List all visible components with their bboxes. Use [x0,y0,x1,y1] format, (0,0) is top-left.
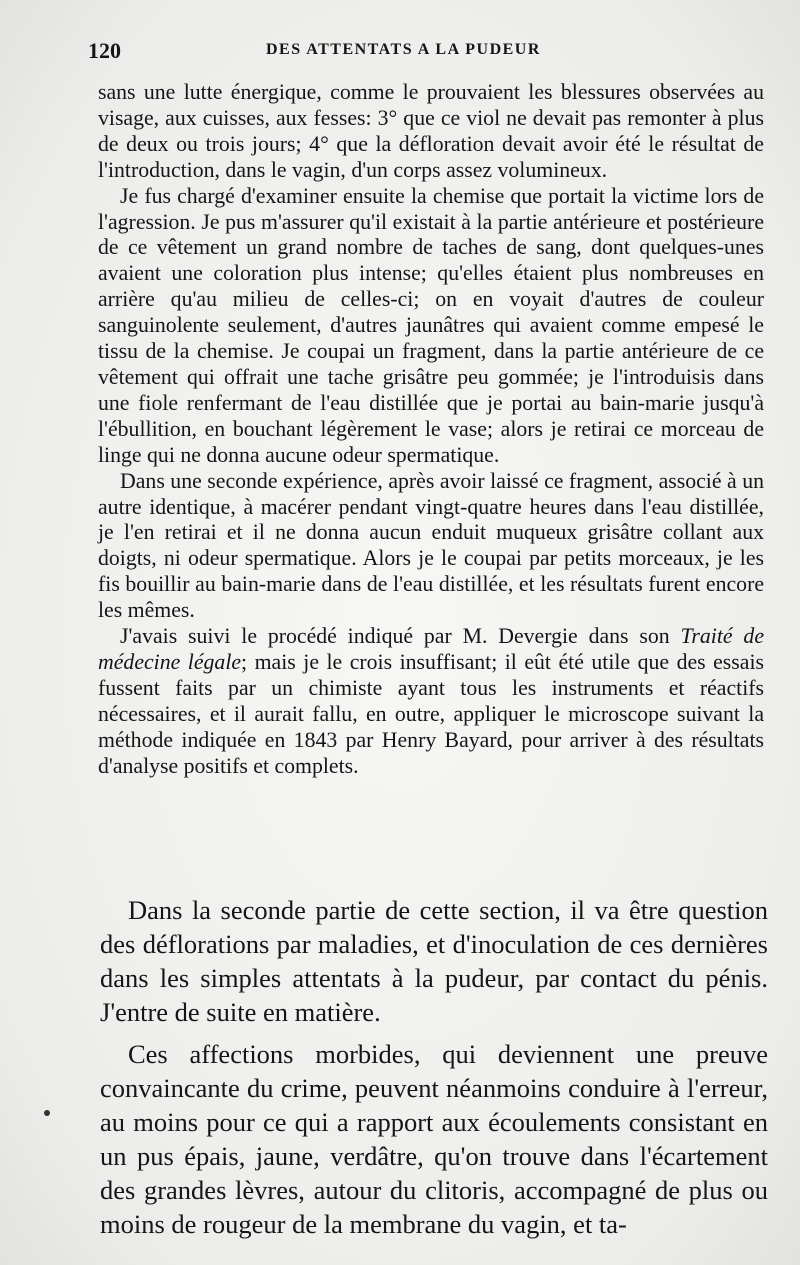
large-print-section [100,893,768,1241]
paragraph-second-experiment: Dans une seconde expérience, après avoir laissé ce fragment, associé à un autre identique, à macérer pendant vingt-quatre heures dans l'eau distillée, je l'en retirai et il ne donna aucun enduit muqueux grisâtre collant aux doigts, ni odeur spermatique. Alors je le coupai par petits morceaux, je les fis bouillir au bain-marie dans de l'eau distillée, et les résultats furent encore les mêmes. [98,468,764,623]
paragraph-devergie-start: J'avais suivi le procédé indiqué par M. Devergie dans son [120,624,681,649]
book-title-italic: Traité de médecine légale [98,624,765,674]
paragraph-chemise-examination: Je fus chargé d'examiner ensuite la chemise que portait la victime lors de l'agression. Je pus m'assurer qu'il existait à la partie antérieure et postérieure de ce vêtement un grand nombre de taches de sang, dont quelques-unes avaient une coloration plus intense; qu'elles étaient plus nombreuses en arrière qu'au milieu de celles-ci; on en voyait d'autres de couleur sanguinolente seulement, d'autres jaunâtres qui avaient comme empesé le tissu de la chemise. Je coupai un fragment, dans la partie antérieure de ce vêtement qui offrait une tache grisâtre peu gommée; je l'introduisis dans une fiole renfermant de l'eau distillée que je portai au bain-marie jusqu'à l'ébullition, en bouchant légèrement le vase; alors je retirai ce morceau de linge qui ne donna aucune odeur spermatique. [98,183,764,467]
paragraph-morbid-affections: Ces affections morbides, qui deviennent une preuve convaincante du crime, peuvent néanmoins conduire à l'erreur, au moins pour ce qui a rapport aux écoulements consistant en un pus épais, jaune, verdâtre, qu'on trouve dans l'écartement des grandes lèvres, autour du clitoris, accompagné de plus ou moins de rougeur de la membrane du vagin, et ta- [100,1039,768,1239]
running-title: DES ATTENTATS A LA PUDEUR [266,41,541,58]
paragraph-devergie-procedure [98,624,764,779]
margin-mark [44,1110,50,1116]
page-header [88,38,770,64]
paragraph-section-intro: Dans la seconde partie de cette section, il va être question des déflorations par maladies, et d'inoculation de ces dernières dans les simples attentats à la pudeur, par contact du pénis. J'entre de suite en matière. [100,895,768,1027]
paragraph-devergie-end: ; mais je le crois insuffisant; il eût été utile que des essais fussent faits par un chimiste ayant tous les instruments et réactifs nécessaires, et il aurait fallu, en outre, appliquer le microscope suivant la méthode indiquée en 1843 par Henry Bayard, pour arriver à des résultats d'analyse positifs et complets. [98,649,764,778]
small-print-section [98,80,764,779]
page-number: 120 [88,38,121,63]
paragraph-continuation: sans une lutte énergique, comme le prouvaient les blessures observées au visage, aux cuisses, aux fesses: 3° que ce viol ne devait pas remonter à plus de deux ou trois jours; 4° que la défloration devait avoir été le résultat de l'introduction, dans le vagin, d'un corps assez volumineux. [98,80,764,182]
